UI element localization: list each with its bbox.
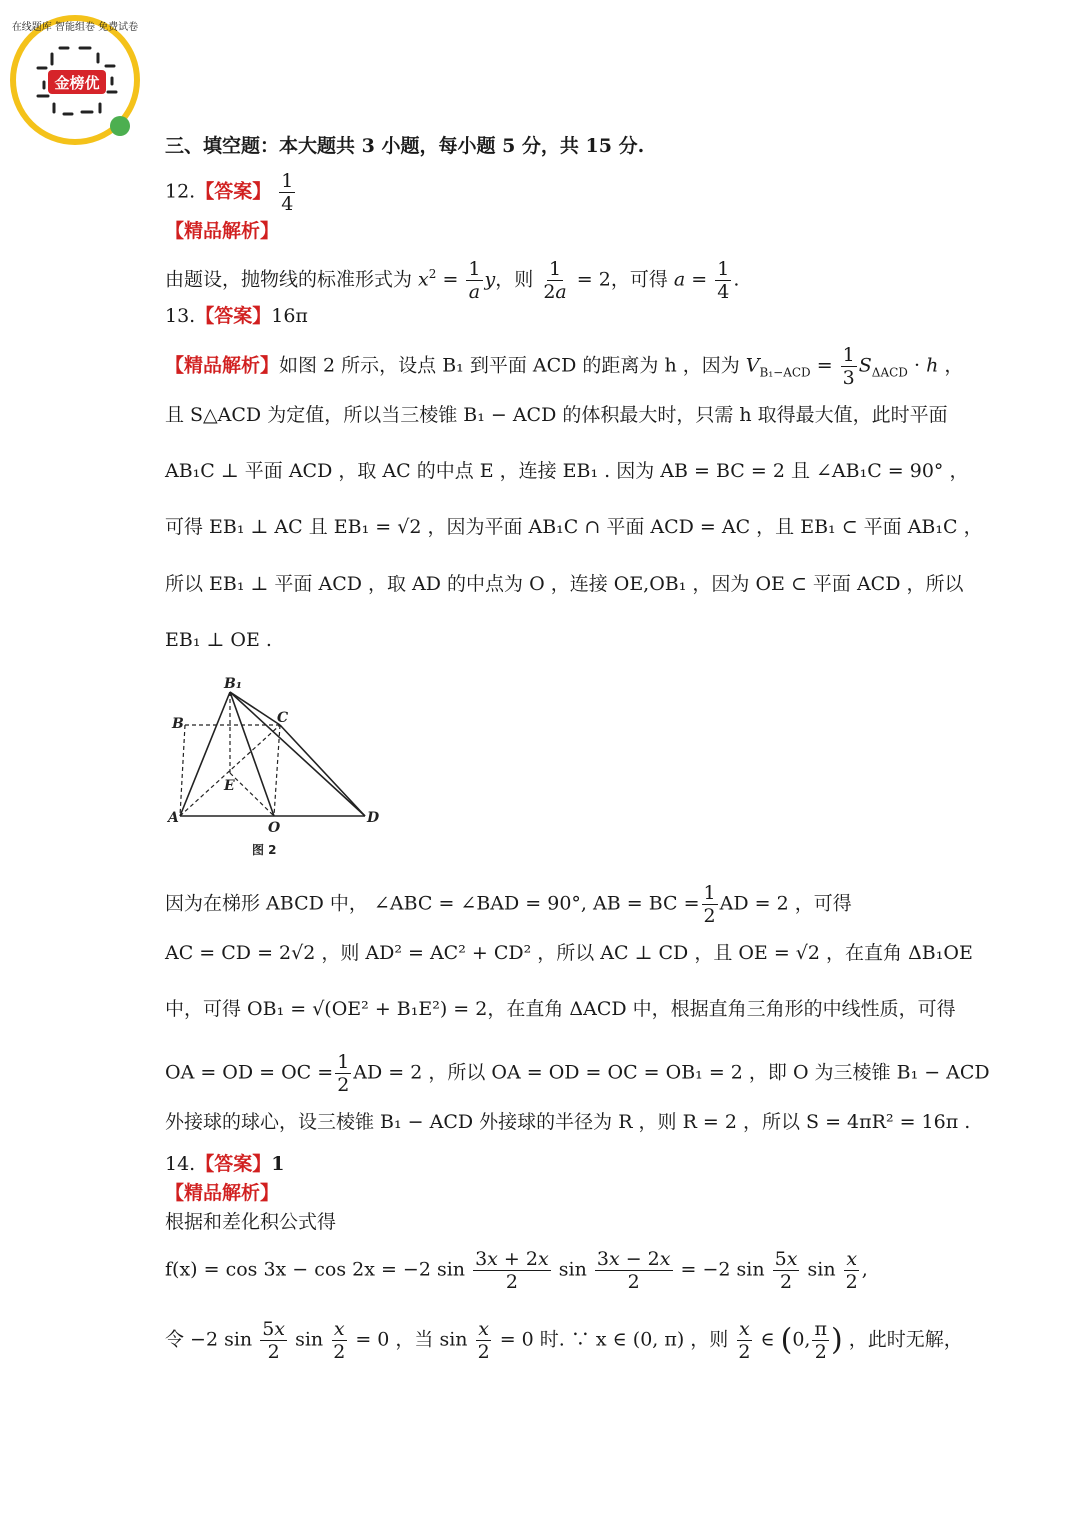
q14-answer: 1 xyxy=(271,1153,285,1175)
analysis-tag-14: 【精品解析】 xyxy=(165,1182,280,1204)
q13-line-4: 可得 EB₁ ⊥ AC 且 EB₁ = √2 ，因为平面 AB₁C ∩ 平面 ACD = AC ，且 EB₁ ⊂ 平面 AB₁C ， xyxy=(165,516,983,538)
q13-line-5: 所以 EB₁ ⊥ 平面 ACD ，取 AD 的中点为 O ，连接 OE,OB₁ ，因为 OE ⊂ 平面 ACD ，所以 xyxy=(165,573,964,595)
figure-2 xyxy=(160,670,390,869)
q12-number: 12. xyxy=(165,180,196,203)
q13-answer-line: 13.【答案】16π xyxy=(165,305,308,327)
q12-answer-line xyxy=(165,170,297,215)
label-e: E xyxy=(224,778,235,794)
label-b: B xyxy=(172,716,184,732)
q13-line-3: AB₁C ⊥ 平面 ACD ，取 AC 的中点 E ，连接 EB₁ . 因为 AB = BC = 2 且 ∠AB₁C = 90° ， xyxy=(165,460,969,482)
q14-line-1: 根据和差化积公式得 xyxy=(165,1211,337,1233)
q14-line-3: 令 −2 sin $\frac{5x}{2}$ sin $\frac{x}{2}$ = 0 ，当 sin $\frac{x}{2}$ = 0 时. ∵ x ∈ (0, π) ，则 $\frac{x}{2}$ ∈ (0, $\frac{\pi}{2}$ ) ，此时无解， xyxy=(165,1318,963,1363)
q13-line-7: 因为在梯形 ABCD 中， ∠ABC = ∠BAD = 90°, AB = BC = $\frac{1}{2}$ AD = 2 ，可得 xyxy=(165,882,852,927)
q13-answer: 16π xyxy=(271,305,308,327)
analysis-tag-12: 【精品解析】 xyxy=(165,220,280,242)
q13-line-2: 且 S△ACD 为定值，所以当三棱锥 B₁ − ACD 的体积最大时，只需 h 取得最大值，此时平面 xyxy=(165,404,948,426)
label-a: A xyxy=(168,810,179,826)
label-o: O xyxy=(268,820,281,836)
q13-line-1: 【精品解析】如图 2 所示，设点 B₁ 到平面 ACD 的距离为 h ，因为 $V_{B_1-ACD}$ = $\frac{1}{3}$ $S_{\Delta ACD} \cdot h$ ， xyxy=(165,344,964,389)
svg-text:在线题库 智能组卷 免费试卷: 在线题库 智能组卷 免费试卷 xyxy=(11,22,139,33)
q13-line-9: 中，可得 OB₁ = √(OE² + B₁E²) = 2，在直角 ΔACD 中，根据直角三角形的中线性质，可得 xyxy=(165,998,956,1020)
q12-analysis-line: 由题设，抛物线的标准形式为 $x^2$ = $\frac{1}{a}$ y，则 $\frac{1}{2a}$ = 2，可得 a = $\frac{1}{4}$ . xyxy=(165,258,740,303)
section-header: 三、填空题：本大题共 3 小题，每小题 5 分，共 15 分. xyxy=(165,135,645,157)
svg-text:金榜优: 金榜优 xyxy=(54,74,100,92)
qr-logo xyxy=(8,8,143,152)
label-c: C xyxy=(277,710,289,726)
q13-line-8: AC = CD = 2√2 ，则 AD² = AC² + CD² ，所以 AC ⊥ CD ，且 OE = √2 ，在直角 ΔB₁OE xyxy=(165,942,973,964)
q13-line-6: EB₁ ⊥ OE . xyxy=(165,629,272,651)
label-b1: B₁ xyxy=(224,676,242,692)
q13-line-11: 外接球的球心，设三棱锥 B₁ − ACD 外接球的半径为 R ，则 R = 2 ，所以 S = 4πR² = 16π . xyxy=(165,1111,971,1133)
answer-tag: 【答案】 xyxy=(195,180,272,203)
q13-line-10: OA = OD = OC = $\frac{1}{2}$ AD = 2 ，所以 OA = OD = OC = OB₁ = 2 ，即 O 为三棱锥 B₁ − ACD xyxy=(165,1051,990,1096)
label-d: D xyxy=(367,810,380,826)
q14-answer-line: 14.【答案】1 xyxy=(165,1153,285,1175)
figure-caption: 图 2 xyxy=(252,843,277,857)
q12-answer-fraction: $\frac{1}{4}$ xyxy=(281,170,294,215)
q14-line-2: f(x) = cos 3x − cos 2x = −2 sin $\frac{3x + 2x}{2}$ sin $\frac{3x - 2x}{2}$ = −2 sin $\frac{5x}{2}$ sin $\frac{x}{2}$ , xyxy=(165,1248,868,1293)
